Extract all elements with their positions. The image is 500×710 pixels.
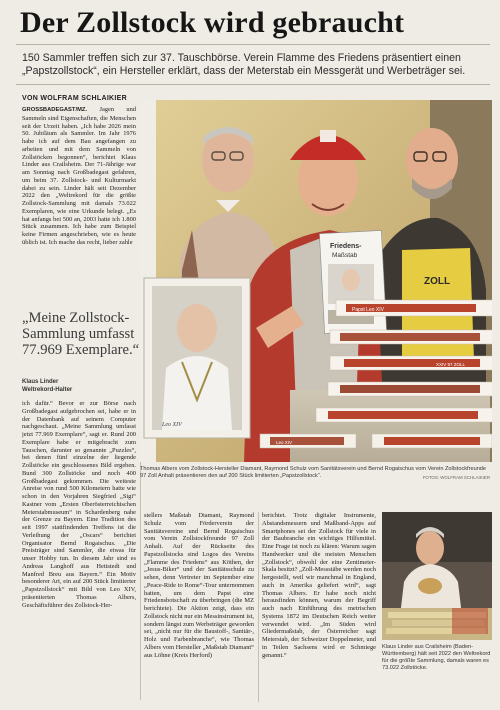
column-divider-2 xyxy=(258,512,259,702)
sign-subtitle: Maßstab xyxy=(332,252,358,259)
main-photo-illustration xyxy=(140,100,492,462)
intro-text: Jagen und Sammeln sind Eigenschaften, die Menschen seit der Urzeit haben. „Ich habe 2026 mein 50. Jubiläum als Sammler. Im Jahr 1976 habe ich auf dem Bau angefangen zu arbeiten und mit dem Sammeln von Zollstöcken begonnen“, berichtet Klaus Linder aus Crailsheim. Der 71-Jährige war am Sonntag nach Großbadegast gefahren, um beim 37. Zollstock- und Kulturmarkt dabei zu sein. Linder hält seit Dezember 2022 den „Weltrekord für die größte Zollstock-Sammlung mit damals 73.022 Exemplaren, wie eine Urkunde belegt. „Es hat anfangs bei 500 an, 2003 hatte ich 1.800 Stück zusammen. Ich habe zum Beispiel keine Firmen angeschrieben, wie es heute üblich ist. Ich mache das recht, lieber zahle xyxy=(22,106,136,246)
headline-rule xyxy=(16,44,490,45)
shirt-text: ZOLL xyxy=(424,276,451,287)
main-photo-caption xyxy=(140,466,490,481)
article-subhead: 150 Sammler treffen sich zur 37. Tauschbörse. Verein Flamme des Friedens präsentiert einen „Papstzollstock“, ein Hersteller erklärt, dass der Meterstab ein Messgerät und Werbeträger sei. xyxy=(22,52,466,77)
portrait-signature: Leo XIV xyxy=(162,422,182,428)
pull-quote: „Meine Zollstock-Sammlung umfasst 77.969 Exemplare.“ xyxy=(22,310,140,359)
quote-author-role: Weltrekord-Halter xyxy=(22,387,73,393)
main-caption-text: Thomas Albers vom Zollstock-Hersteller Diamant, Raymond Schulz vom Sanitätsverein und Bernd Rogaischus vom Verein Zollstockfreunde 97 Zoll Anhalt präsentieren den auf 200 Stück limitierten „Papstzollstock“. xyxy=(140,466,487,479)
dateline: GROSSBADEGAST/MZ. xyxy=(22,107,88,113)
ruler-label-3: Leo XIV xyxy=(276,440,293,445)
friedens-sign xyxy=(319,230,386,333)
subhead-rule xyxy=(16,84,490,85)
linder-face xyxy=(416,531,444,565)
sign-title: Friedens- xyxy=(330,243,362,250)
pope-portrait xyxy=(144,278,250,438)
quote-author: Klaus Linder xyxy=(22,379,59,385)
ruler-label: Papst Leo XIV xyxy=(352,307,384,313)
column-3-lower: berichtet. Trotz digitaler Instrumente, Abstandsmessern und Maßband-Apps auf Smartphones sei der Zollstock für viele in der Baubranche ein wichtiges Hilfsmittel. Eine Frage ist noch zu klären: Warum sagen Handwerker und die meisten Menschen „Zollstock“, obwohl der eine Zentimeter-Skala besitzt? „Zoll-Messstäbe werden noch hergestellt, weil wir manchmal in England, auch in Amerika geliefert wird“, sagt Thomas Albers. Er habe noch nicht herausfinden können, warum der Begriff auch nach Einführung des metrischen Systems 1872 im Deutschen Reich weiter verwendet wird. „Im Süden wird Gliedermaßstab, der Österreicher sagt Meterstab, der Schweizer Doppelmeter, und in Teilen Sachsens wird er Schmiege genannt.“ xyxy=(262,512,376,659)
column-1-lower: ich dafür.“ Bevor er zur Börse nach Großbadegast aufgebrochen sei, habe er in der Datenbank auf seinem Computer nachgeschaut. „Meine Sammlung umfasst jetzt 77.969 Exemplare“, sagt er. Rund 200 Exemplare habe er mitgebracht zum Tauschen, darunter so genannte „Puzzles“, bei denen fünf einzelne der liegende Zollstöcke ein geschlossenes Bild ergeben. Bund 300 Zollstöcke und noch 400 Großbadegast gekommen. Die weiteste Anreise von rund 500 Kilometern hatte wie schon in den Vorjahren Siegfried „Sigi“ Kastner vom „Ersten Oberösterreichischen Meterstabmuseum“ in Schardenberg nahe der Grenze zu Bayern. Eine Tradition des seit 1997 stattfindenden Treffens ist die Verleihung der „Oscars“ berichtet Organisator Bernd Rogaischus. „Die Preisträger sind Sammler, die etwas für unser Hobby tun. In diesem Jahr sind es Andreas Langhoff aus Hettstedt und Manfred Breu aus Bayern.“ Ein Motiv besonderer Art, ein auf 200 Stück limitierter „Papstzollstock“ mit Bild von Leo XIV, präsentierten Thomas Albers, Geschäftsführer des Zollstock-Her- xyxy=(22,400,136,609)
small-photo-caption: Klaus Linder aus Crailsheim (Baden-Württemberg) hält seit 2022 den Weltrekord für die größte Sammlung, damals waren es 73.022 Zollstöcke. xyxy=(382,644,491,671)
quote-attribution xyxy=(22,378,72,394)
byline: VON WOLFRAM SCHLAIKIER xyxy=(22,95,127,102)
photo-credit: FOTOS: WOLFRAM SCHLAIKIER xyxy=(422,475,490,480)
small-photo xyxy=(382,512,492,640)
intro-column xyxy=(22,106,136,306)
small-photo-illustration xyxy=(382,512,492,640)
main-photo xyxy=(140,100,492,462)
article-headline: Der Zollstock wird gebraucht xyxy=(20,6,405,39)
column-2-lower: stellers Maßstab Diamant, Raymond Schulz vom Förderverein der Sanitätsvereine und Bernd Rogaischus vom Verein Zollstockfreunde 97 Zoll Anhalt. Auf der Rückseite des Papstzollstocks sind Logos des Vereins „Flamme des Friedens“ aus Köthen, der „Jesus-Biker“ und der Sanitätsschule zu sehen, denn Vertreter im September eine „Peace-Ride to Rome“-Tour unternommen hatten, um dem Papst eine Friedensbotschaft zu überbringen (die MZ berichtete). Die Aktion zeigt, dass ein Zollstock nicht nur ein Messinstrument ist, sondern längst zum Werbeträger geworden sei, „nicht nur für die Baustoff-, Sanitär-, Holz und Farbenbranche“, wie Thomas Albers vom Hersteller „Maßstab Diamant“ aus Löhne (Kreis Herford) xyxy=(144,512,254,659)
ruler-label-2: XXIV 97 ZOLL xyxy=(436,362,466,367)
